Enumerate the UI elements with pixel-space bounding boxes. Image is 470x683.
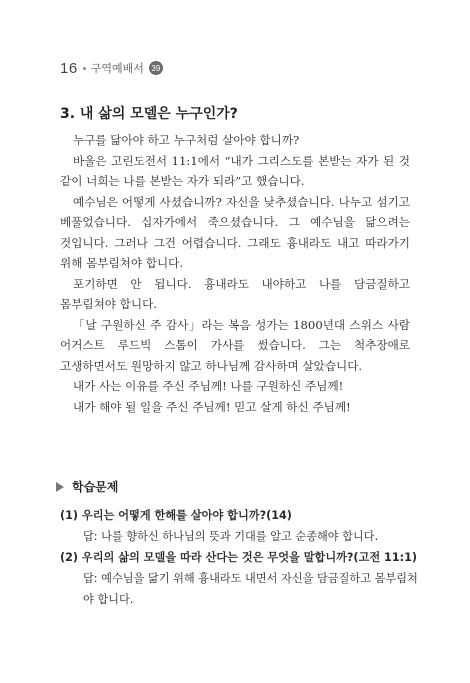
- paragraph: 누구를 닮아야 하고 누구처럼 살아야 합니까?: [73, 133, 300, 147]
- paragraph: 바울은 고린도전서 11:1에서 “내가 그리스도를 본받는 자가 된 것 같이 너희는 나를 본받는 자가 되라”고 했습니다.: [60, 153, 410, 188]
- paragraph: 예수님은 어떻게 사셨습니까? 자신을 낮추셨습니다. 나누고 섬기고 베풀었습니다. 십자가에서 죽으셨습니다. 그 예수님을 닮으려는 것입니다. 그러나 그건 어렵습니다. 그래도 흉내라도 내고 따라가기 위해 몸부림쳐야 합니다.: [60, 194, 410, 270]
- paragraph: 내가 해야 될 일을 주신 주님께! 믿고 살게 하신 주님께!: [73, 399, 351, 414]
- page-header: [60, 58, 163, 78]
- running-title: 구역예배서: [90, 62, 144, 75]
- chapter-badge: 39: [149, 61, 163, 75]
- paragraph: 포기하면 안 됩니다. 흉내라도 내야하고 나를 담금질하고 몸부림쳐야 합니다.: [60, 276, 410, 311]
- question-2: (2) 우리의 삶의 모델을 따라 산다는 것은 무엇을 말합니까?(고전 11:1): [60, 551, 417, 564]
- body-text: [60, 130, 410, 417]
- answer-2: 답: 예수님을 닮기 위해 흉내라도 내면서 자신을 담금질하고 몸부림쳐야 합니다.: [83, 572, 418, 606]
- triangle-bullet-icon: [56, 482, 64, 492]
- paragraph: 내가 사는 이유를 주신 주님께! 나를 구원하신 주님께!: [73, 379, 344, 393]
- study-label: 학습문제: [72, 480, 119, 494]
- question-1: (1) 우리는 어떻게 한해를 살아야 합니까?(14): [60, 509, 292, 522]
- answer-1: 답: 나를 향하신 하나님의 뜻과 기대를 알고 순종해야 합니다.: [83, 530, 379, 543]
- study-questions-header: [56, 478, 118, 495]
- page-number: 16: [60, 59, 78, 77]
- study-questions: [60, 505, 420, 610]
- section-title: 3. 내 삶의 모델은 누구인가?: [60, 106, 238, 122]
- paragraph: 「날 구원하신 주 감사」라는 복음 성가는 1800년대 스위스 사람 어거스트 루드빅 스톰이 가사를 썼습니다. 그는 척추장애로 고생하면서도 원망하지 않고 하나님께 감사하며 살았습니다.: [60, 317, 410, 373]
- separator-dot: [83, 67, 86, 70]
